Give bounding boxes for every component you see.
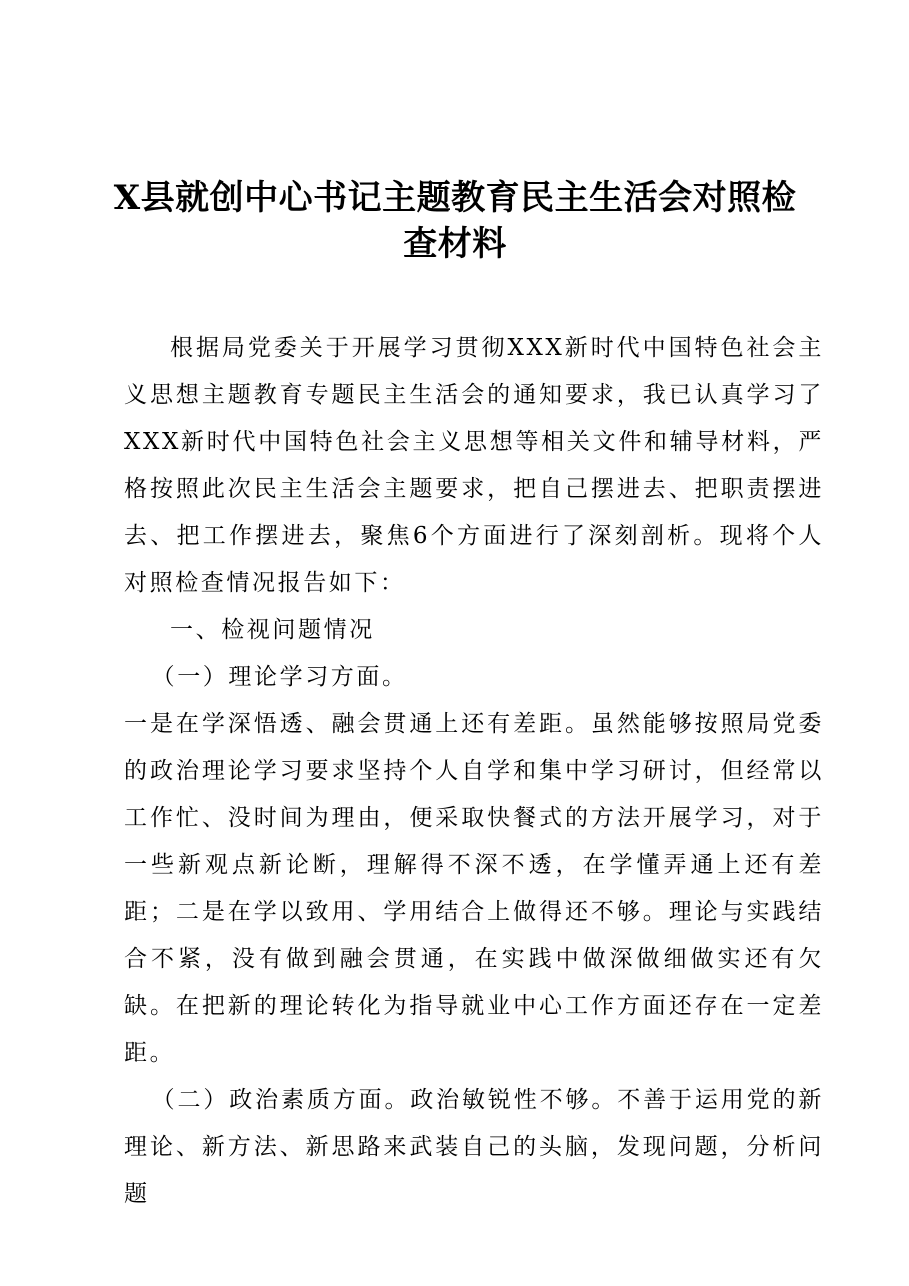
document-body [124,325,824,1218]
document-title: X县就创中心书记主题教育民主生活会对照检查材料 [113,178,797,264]
paragraph-intro: 根据局党委关于开展学习贯彻XXX新时代中国特色社会主义思想主题教育专题民主生活会的通知要求，我已认真学习了XXX新时代中国特色社会主义思想等相关文件和辅导材料，严格按照此次民主生活会主题要求，把自己摆进去、把职责摆进去、把工作摆进去，聚焦6个方面进行了深刻剖析。现将个人对照检查情况报告如下： [124,335,824,596]
paragraph-theory-details: 一是在学深悟透、融会贯通上还有差距。虽然能够按照局党委的政治理论学习要求坚持个人自学和集中学习研讨，但经常以工作忙、没时间为理由，便采取快餐式的方法开展学习，对于一些新观点新论断，理解得不深不透，在学懂弄通上还有差距；二是在学以致用、学用结合上做得还不够。理论与实践结合不紧，没有做到融会贯通，在实践中做深做细做实还有欠缺。在把新的理论转化为指导就业中心工作方面还存在一定差距。 [124,711,824,1066]
section-heading-1: 一、检视问题情况 [170,617,375,643]
paragraph-political-quality: （二）政治素质方面。政治敏锐性不够。不善于运用党的新理论、新方法、新思路来武装自己的头脑，发现问题，分析问题 [124,1087,824,1207]
subsection-heading-theory: （一）理论学习方面。 [151,664,408,690]
